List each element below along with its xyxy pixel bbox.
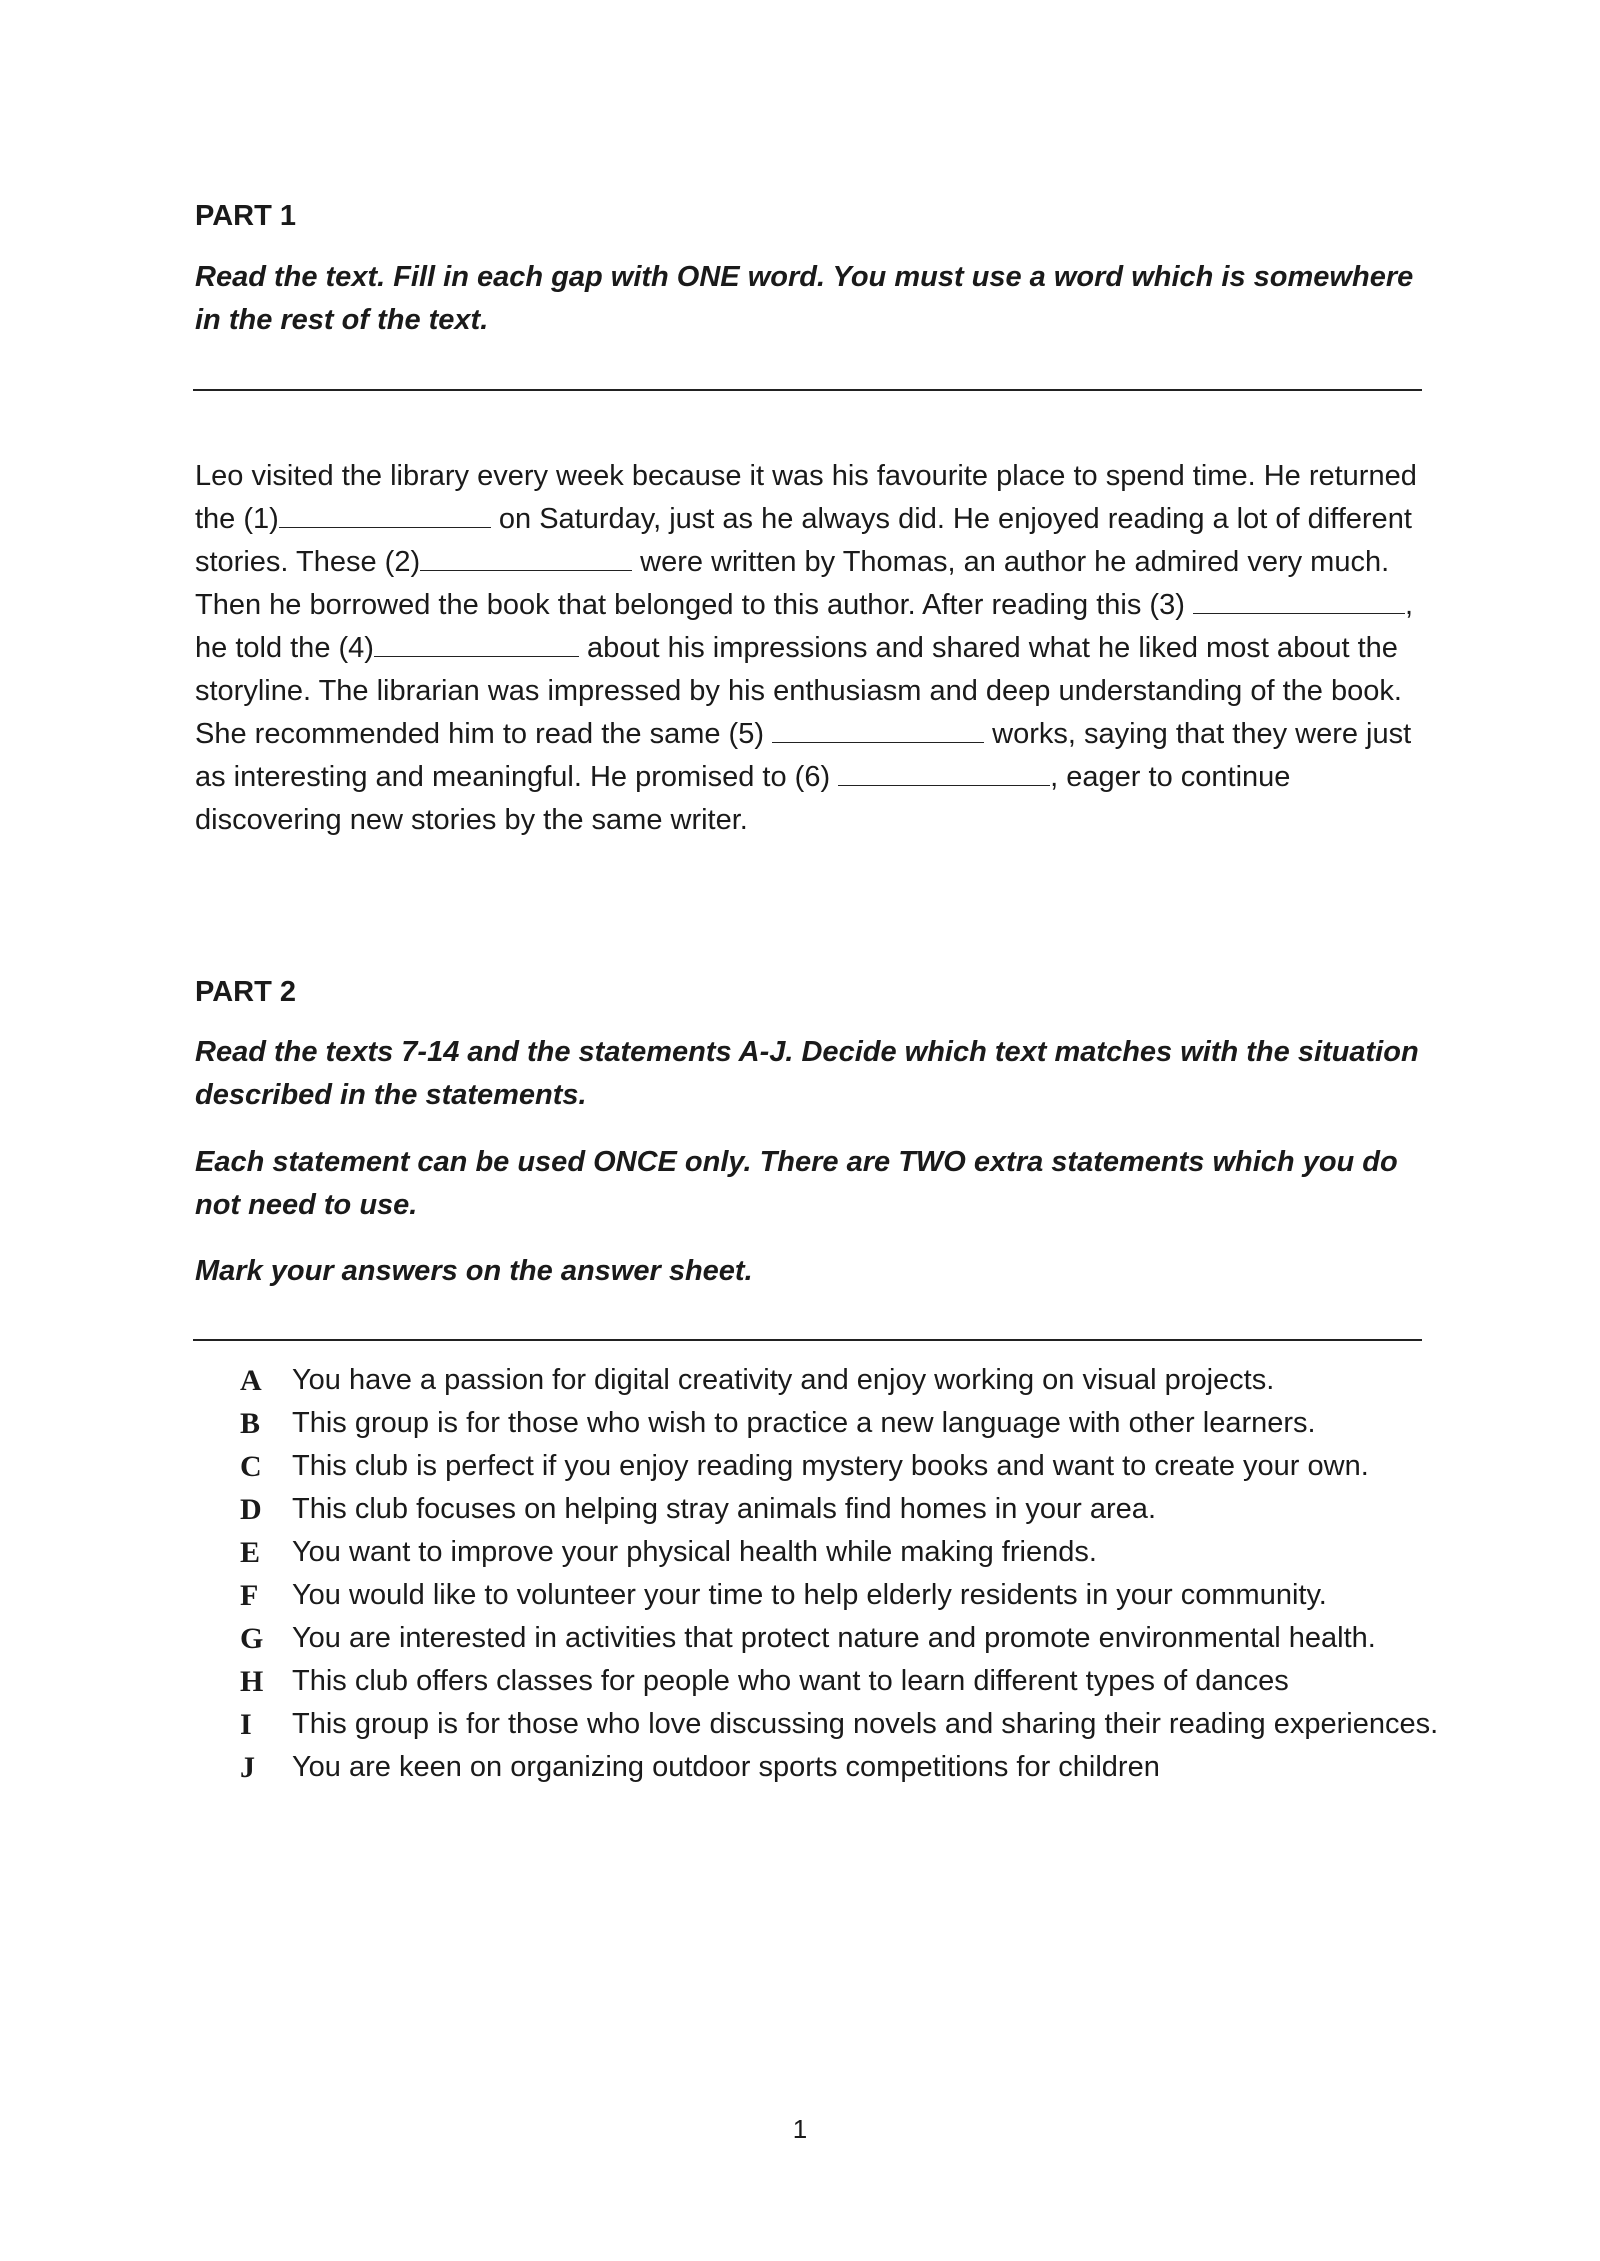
statement-letter: D [240,1493,262,1526]
page-number: 1 [792,2114,808,2144]
statement-text: You want to improve your physical health while making friends. [292,1536,1097,1568]
statement-item [240,1703,1452,1746]
passage-segment: about his impressions and shared what he liked most about the storyline. The librarian was impressed by his enthusiasm and deep understanding of the book. She recommended him to read the same (5) [195,632,1402,750]
part2-instruction-1: Read the texts 7-14 and the statements A-J. Decide which text matches with the situation described in the statements. [195,1036,1419,1111]
statement-text: This club offers classes for people who want to learn different types of dances [292,1665,1289,1697]
passage-segment: , he told the (4) [195,589,1413,664]
part1-heading: PART 1 [195,200,296,232]
gap-4-blank [374,630,579,657]
statement-text: This group is for those who wish to practice a new language with other learners. [292,1407,1316,1439]
statement-letter: B [240,1407,261,1440]
statement-item [240,1574,1452,1617]
gap-5-blank [772,716,984,743]
statement-text: You have a passion for digital creativity and enjoy working on visual projects. [292,1364,1275,1396]
gap-6-blank [838,759,1050,786]
part1-divider [193,389,1422,391]
passage-segment: , eager to continue discovering new stories by the same writer. [195,761,1291,836]
gap-2-blank [420,544,632,571]
statement-text: You are interested in activities that protect nature and promote environmental health. [292,1622,1376,1654]
statement-item [240,1445,1452,1488]
statement-item [240,1402,1452,1445]
statement-text: This club is perfect if you enjoy reading mystery books and want to create your own. [292,1450,1369,1482]
statements-list [240,1359,1440,1789]
statement-item [240,1746,1452,1789]
passage-segment: Leo visited the library every week because it was his favourite place to spend time. He returned the (1) [195,460,1417,535]
statement-text: You would like to volunteer your time to help elderly residents in your community. [292,1579,1327,1611]
statement-letter: I [240,1708,252,1741]
statement-letter: F [240,1579,259,1612]
statement-item [240,1531,1452,1574]
statement-text: You are keen on organizing outdoor sports competitions for children [292,1751,1160,1783]
statement-item [240,1359,1452,1402]
gap-1-blank [279,501,491,528]
part2-heading: PART 2 [195,976,296,1008]
gap-3-blank [1193,587,1405,614]
passage-segment: on Saturday, just as he always did. He enjoyed reading a lot of different stories. These (2) [195,503,1412,578]
passage-segment: works, saying that they were just as interesting and meaningful. He promised to (6) [195,718,1412,793]
part2-instruction-2: Each statement can be used ONCE only. There are TWO extra statements which you do not need to use. [195,1146,1398,1221]
part1-instruction: Read the text. Fill in each gap with ONE word. You must use a word which is somewhere in the rest of the text. [195,261,1414,336]
statement-letter: H [240,1665,264,1698]
statement-item [240,1617,1452,1660]
statement-text: This group is for those who love discussing novels and sharing their reading experiences. [292,1708,1439,1740]
passage-segment: were written by Thomas, an author he admired very much. Then he borrowed the book that belonged to this author. After reading this (3) [195,546,1390,621]
part1-passage [195,455,1435,842]
statement-letter: J [240,1751,255,1784]
statement-letter: A [240,1364,262,1397]
statement-letter: E [240,1536,261,1569]
statement-item [240,1488,1452,1531]
part2-divider [193,1339,1422,1341]
statement-letter: G [240,1622,264,1655]
statement-item [240,1660,1452,1703]
part2-instruction-3: Mark your answers on the answer sheet. [195,1255,753,1287]
statement-letter: C [240,1450,262,1483]
statement-text: This club focuses on helping stray animals find homes in your area. [292,1493,1156,1525]
